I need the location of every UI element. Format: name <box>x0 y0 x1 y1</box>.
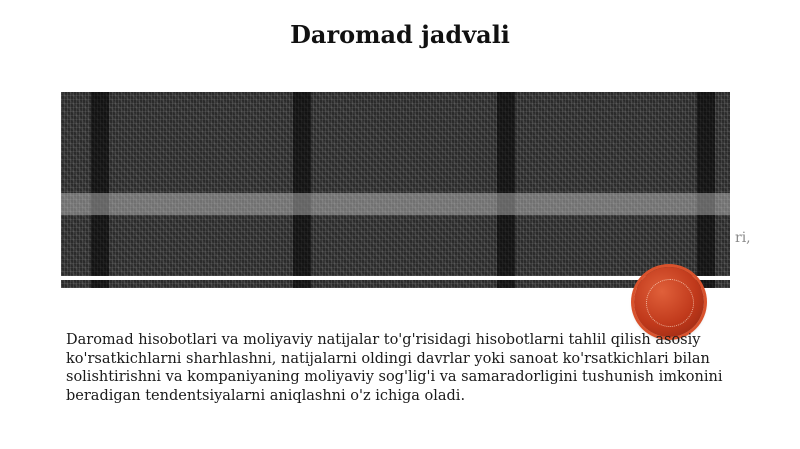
ghost-text-fragment: ri, <box>735 230 751 246</box>
page-title: Daromad jadvali <box>290 20 510 49</box>
banner-bottom-rule <box>61 276 730 280</box>
banner-dark-band <box>293 88 311 288</box>
body-paragraph: Daromad hisobotlari va moliyaviy natijalar to'g'risidagi hisobotlarni tahlil qilish asosiy ko'rsatkichlarni sharhlashni, natijalarni oldingi davrlar yoki sanoat ko'rsatkichlari bilan solishtirishni va kompaniyaning moliyaviy sog'lig'i va samaradorligini tushunish imkonini beradigan tendentsiyalarni aniqlashni o'z ichiga oladi. <box>66 332 723 404</box>
banner-top-rule <box>61 88 730 92</box>
banner-dark-band <box>91 88 109 288</box>
decorative-banner-image <box>61 88 730 288</box>
banner-dark-band <box>697 88 715 288</box>
seal-stamp <box>634 267 704 337</box>
banner-light-band <box>61 193 730 215</box>
seal-inner-ring <box>646 279 694 327</box>
banner-dark-band <box>497 88 515 288</box>
banner-texture <box>61 88 730 288</box>
